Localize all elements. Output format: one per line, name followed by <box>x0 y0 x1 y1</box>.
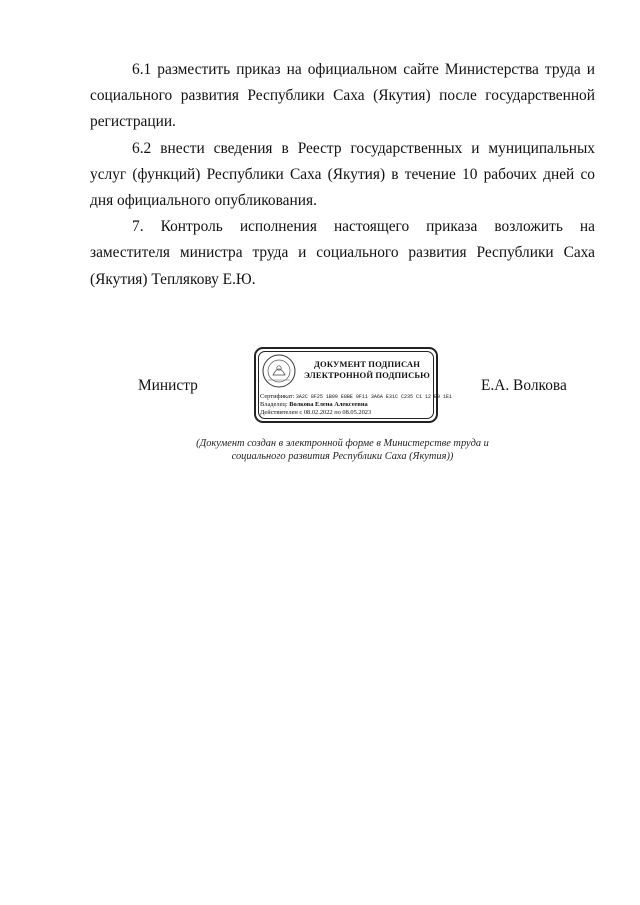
certificate-value: 3A2C 8F25 1B09 E8BE 0F11 3A6A E31C C235 C1 12 E9 1E1 <box>295 394 452 400</box>
signer-name: Е.А. Волкова <box>481 377 567 394</box>
note-line-1: (Документ создан в электронной форме в Министерстве труда и <box>196 438 489 449</box>
signer-role: Министр <box>138 377 198 394</box>
note-line-2: социального развития Республики Саха (Якутия)) <box>231 451 454 462</box>
stamp-title-line-2: ЭЛЕКТРОННОЙ ПОДПИСЬЮ <box>304 369 430 380</box>
stamp-title-line-1: ДОКУМЕНТ ПОДПИСАН <box>314 359 420 369</box>
electronic-signature-stamp <box>254 347 452 423</box>
stamp-title <box>302 359 432 380</box>
certificate-label: Сертификат: <box>260 393 295 400</box>
stamp-owner <box>260 401 368 409</box>
paragraph-7: 7. Контроль исполнения настоящего приказа возложить на заместителя министра труда и социального развития Республики Саха (Якутия) Теплякову Е.Ю. <box>90 218 595 288</box>
coat-of-arms-icon <box>260 353 298 389</box>
signature-block <box>0 347 640 427</box>
owner-label: Владелец: <box>260 401 288 408</box>
owner-value: Волкова Елена Алексеевна <box>289 401 368 408</box>
paragraph-6-2: 6.2 внести сведения в Реестр государственных и муниципальных услуг (функций) Республики Саха (Якутия) в течение 10 рабочих дней со дня официального опубликования. <box>90 139 595 210</box>
paragraph-6-1: 6.1 разместить приказ на официальном сайте Министерства труда и социального развития Республики Саха (Якутия) после государственной регистрации. <box>90 61 595 131</box>
stamp-validity: Действителен с 08.02.2022 по 08.05.2023 <box>260 409 372 416</box>
document-body <box>90 57 595 293</box>
electronic-document-note <box>90 437 595 463</box>
stamp-certificate <box>260 393 452 401</box>
